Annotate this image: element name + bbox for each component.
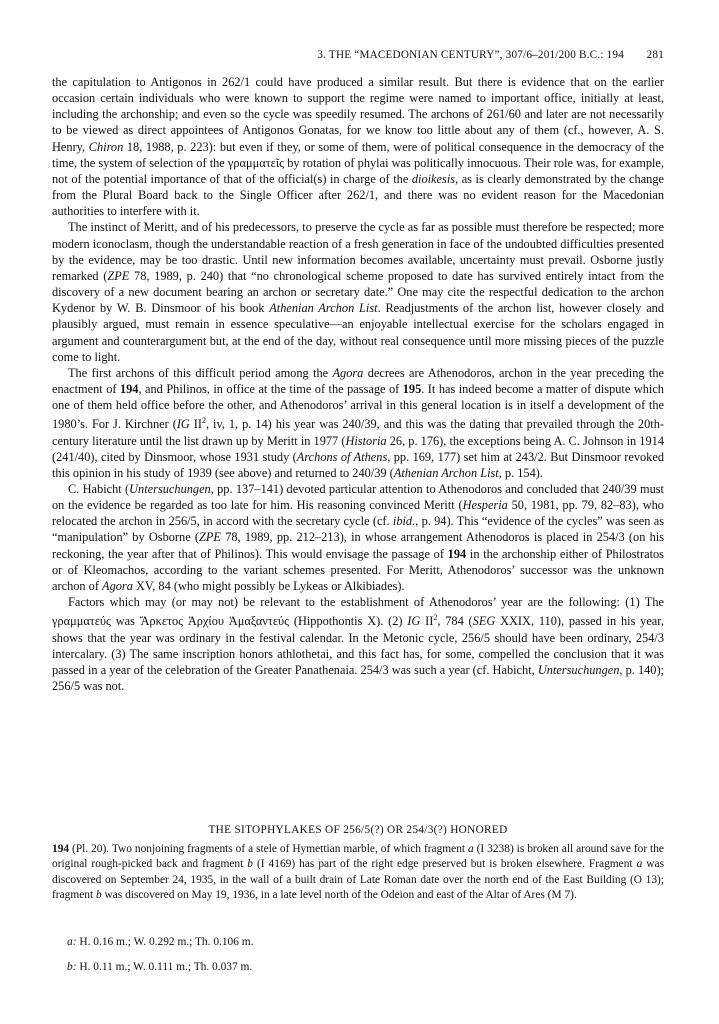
measurement-a <box>67 935 254 949</box>
running-head-title: 3. THE “MACEDONIAN CENTURY”, 307/6–201/200 B.C.: 194 <box>317 49 624 61</box>
paragraph-2: The instinct of Meritt, and of his predecessors, to preserve the cycle as far as possible must therefore be respected; more modern iconoclasm, though the understandable reaction of a fresh generation in face of the undoubted difficulties presented by the evidence, may be too drastic. Until new information becomes available, uncertainty must prevail. Osborne justly remarked (ZPE 78, 1989, p. 240) that “no chronological scheme proposed to date has survived entirely intact from the discovery of a new document bearing an archon or secretary date.” One may cite the respectful dedication to the archon Kydenor by W. B. Dinsmoor of his book Athenian Archon List. Readjustments of the archon list, however closely and plausibly argued, must remain in essence speculative—an enjoyable intellectual exercise for the scholars engaged in argument and counterargument but, at the end of the day, without real consequence until more missing pieces of the puzzle come to light. <box>52 220 665 364</box>
paragraph-3: The first archons of this difficult period among the Agora decrees are Athenodoros, archon in the year preceding the enactment of 194, and Philinos, in office at the time of the passage of 195. It has indeed become a matter of dispute which one of them held office before the other, and Athenodoros’ arrival in this general location is in itself a development of the 1980’s. For J. Kirchner (IG $II^2$, iv, 1, p. 14) his year was 240/39, and this was the dating that prevailed through the 20th-century literature until the list drawn up by Meritt in 1977 (Historia 26, p. 176), the exceptions being A. C. Johnson in 1914 (241/40), cited by Dinsmoor, whose 1931 study (Archons of Athens, pp. 169, 177) set him at 243/2. But Dinsmoor revoked this opinion in his study of 1939 (see above) and returned to 240/39 (Athenian Archon List, p. 154). <box>52 365 665 480</box>
entry-description: (Pl. 20). Two nonjoining fragments of a stele of Hymettian marble, of which fragment a (I 3238) is broken all around save for the original rough-picked back and fragment b (I 4169) has part of the right edge preserved but is broken elsewhere. Fragment a was discovered on September 24, 1935, in the wall of a built drain of Late Roman date over the north end of the East Building (O 13); fragment b was discovered on May 19, 1936, in a late level north of the Odeion and east of the Altar of Ares (M 7). <box>52 843 664 901</box>
entry-number: 194 <box>52 843 70 855</box>
section-heading: THE SITOPHYLAKES OF 256/5(?) OR 254/3(?) HONORED <box>208 824 508 836</box>
entry-paragraph <box>52 842 664 903</box>
measurement-a-label: a: <box>67 936 77 948</box>
paragraph-5: Factors which may (or may not) be relevant to the establishment of Athenodoros’ year are the following: (1) The γραμματεύς was Ἄρκετος Ἀρχίου Ἁμαξαντεύς (Hippothontis X). (2) IG $II^2$, 784 (SEG XXIX, 110), passed in his year, shows that the year was ordinary in the festival calendar. In the Metonic cycle, 256/5 should have been ordinary, 254/3 intercalary. (3) The same inscription honors athlothetai, and this fact has, for some, compelled the conclusion that it was passed in a year of the celebration of the Greater Panathenaia. 254/3 was such a year (cf. Habicht, Untersuchungen, p. 140); 256/5 was not. <box>52 595 664 693</box>
measurement-a-value: H. 0.16 m.; W. 0.292 m.; Th. 0.106 m. <box>79 936 254 948</box>
paragraph-4: C. Habicht (Untersuchungen, pp. 137–141) devoted particular attention to Athenodoros and concluded that 240/39 must on the evidence be regarded as too late for him. His reasoning convinced Meritt (Hesperia 50, 1981, pp. 79, 82–83), who relocated the archon in 256/5, in accord with the secretary cycle (cf. ibid., p. 94). This “evidence of the cycles” was seen as “manipulation” by Osborne (ZPE 78, 1989, pp. 212–213), in whose arrangement Athenodoros is placed in 254/3 (on his reckoning, the year after that of Philinos). This would envisage the passage of 194 in the archonship either of Philostratos or of Kleomachos, according to the variant schemes presented. For Meritt, Athenodoros’ successor was the unknown archon of Agora XV, 84 (who might possibly be Lykeas or Alkibiades). <box>52 482 665 593</box>
measurement-b-label: b: <box>67 961 77 973</box>
page-number: 281 <box>646 49 664 61</box>
paragraph-1: the capitulation to Antigonos in 262/1 could have produced a similar result. But there is evidence that on the earlier occasion certain individuals who were known to support the regime were named to important office, initially at least, including the archonship; and even so the cycle was speedily resumed. The archons of 261/60 and later are not necessarily to be viewed as direct appointees of Antigonos Gonatas, for we know too little about any of them (cf., however, A. S. Henry, Chiron 18, 1988, p. 223): but even if they, or some of them, were of political consequence in the democracy of the time, the system of selection of the γραμματεῖς by rotation of phylai was politically innocuous. Their role was, for example, not of the potential importance of that of the official(s) in charge of the dioikesis, as is clearly demonstrated by the change from the Plural Board back to the Single Officer after 262/1, and there was no evident reason for the Macedonian authorities to interfere with it. <box>52 75 665 219</box>
catalogue-entry <box>52 842 664 903</box>
measurement-b <box>67 960 252 974</box>
measurement-b-value: H. 0.11 m.; W. 0.111 m.; Th. 0.037 m. <box>79 961 253 973</box>
main-text <box>52 74 664 694</box>
